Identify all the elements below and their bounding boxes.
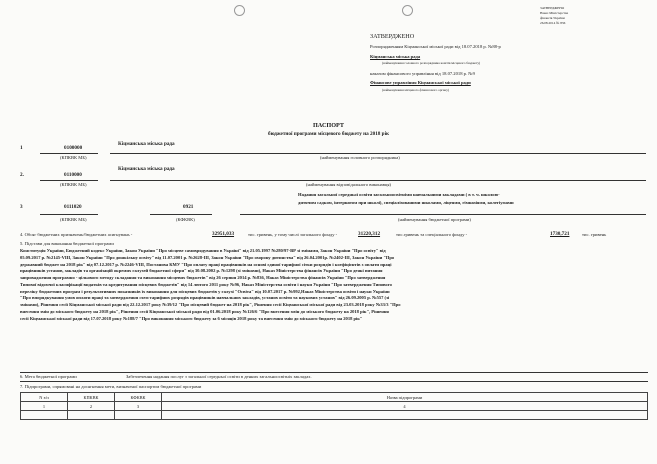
table-row — [21, 411, 648, 420]
row2-code-line — [40, 180, 98, 181]
col-number-2: 2 — [68, 402, 115, 411]
basis-line: 05.09.2017 р. №2145-VIII, Закон України "Про дошкільну освіту" від 11.07.2001 р. №2628-III, Закон України "Про охорону дитинства" від 26.04.2001р. №2402-III, Закон України "Про — [20, 254, 395, 260]
corner-approved: ЗАТВЕРДЖЕНО — [540, 6, 565, 10]
volume-total: 32951,033 — [212, 231, 235, 237]
table-number-row — [21, 402, 648, 411]
row3-name-line1: Надання загальної середньої освіти загальноосвітніми навчальними закладами ( в т. ч. школою- — [298, 192, 500, 197]
row2-number: 2. — [20, 172, 24, 178]
row2-code-caption: (КПКВК МБ) — [60, 182, 87, 187]
volume-text-b: тис. гривень, у тому числі загального фонду - — [248, 232, 338, 237]
punch-hole-right — [402, 5, 413, 16]
basis-line: Типової відомчої класифікації видатків та кредитування місцевих бюджетів" від 14 лютого 2011 року №96, Наказ Міністерства освіти і науки України "Про затвердження Типового — [20, 281, 392, 287]
table-cell — [115, 411, 162, 420]
row1-code: 0100000 — [64, 145, 83, 151]
row3-name-line — [240, 214, 646, 215]
goal-top-line — [20, 372, 648, 373]
row1-number: 1 — [20, 145, 23, 151]
corner-line2: фінансів України — [540, 16, 565, 20]
approval-order1: Розпорядженням Кіцманської міської ради від 18.07.2018 р. №88-р — [370, 44, 501, 49]
goal-text: Забезпечення надання послуг з загальної середньої освіти в денних загальноосвітніх закладах. — [126, 374, 312, 379]
header-kpkvk: КПКВК — [68, 393, 115, 402]
table-cell — [162, 411, 648, 420]
basis-line: змінами), Рішення сесії Кіцманської міської ради від 22.12.2017 року №39/12 "Про місцевий бюджет на 2018 рік", Рішення сесії Кіцманської міської ради від 23.03.2018 року №33/3 "Про — [20, 302, 401, 307]
row2-code: 0110000 — [64, 172, 82, 178]
basis-line: Конституція України, Бюджетний кодекс України, Закон України "Про місцеве самоврядування в Україні" від 21.05.1997 №280/97-ВР зі змінами, Закон України "Про освіту" від — [20, 248, 386, 253]
table-cell — [21, 411, 68, 420]
row1-code-line — [40, 153, 98, 154]
approval-caption2: (найменування місцевого фінансового органу) — [382, 88, 450, 92]
table-header-row — [21, 393, 648, 402]
row1-name: Кіцманська міська рада — [118, 141, 175, 147]
passport-subtitle: бюджетної програми місцевого бюджету на 2018 рік — [267, 131, 390, 137]
header-subprogram-name: Назва підпрограми — [162, 393, 648, 402]
row2-name-line — [110, 180, 646, 181]
row3-number: 3 — [20, 204, 23, 210]
corner-line1: Наказ Міністерства — [540, 11, 569, 15]
row3-func-line — [150, 214, 212, 215]
row1-code-caption: (КПКВК МБ) — [60, 155, 87, 160]
col-number-1: 1 — [21, 402, 68, 411]
approval-org2: Фінансове управління Кіцманської міської ради — [370, 80, 471, 85]
row3-code-line — [40, 214, 98, 215]
basis-line: державний бюджет на 2018 рік" від 07.12.2017 р. №2246-VIII, Постанова КМУ "Про оплату праці працівників на основі єдиної тарифної сітки розрядів і коефіцієнтів з оплати праці — [20, 261, 392, 267]
row2-name: Кіцманська міська рада — [118, 166, 175, 172]
basis-text — [20, 248, 648, 322]
basis-line: внесення змін до міського бюджету на 2018 рік", Рішення сесії Кіцманської міської ради від 01.06.2018 року №126/6 "Про внесення змін до міського бюджету на 2018 рік", Рішення — [20, 308, 389, 314]
volume-text-c: тис.гривень та спеціального фонду - — [396, 232, 468, 237]
col-number-4: 4 — [162, 402, 648, 411]
basis-line: запровадження програмно - цільового методу складання та виконання місцевих бюджетів" від 26 серпня 2014 р. №836, Наказ Міністерства фінансів України "Про затвердження — [20, 275, 386, 280]
table-cell — [68, 411, 115, 420]
row1-name-line — [110, 153, 646, 154]
passport-title: ПАСПОРТ — [312, 122, 345, 129]
volume-general-fund: 31220,312 — [358, 231, 381, 237]
row3-name-caption: (найменування бюджетної програми) — [398, 217, 471, 222]
row1-name-caption: (найменування головного розпорядника) — [320, 155, 400, 160]
volume-special-fund: 1730,721 — [550, 231, 570, 237]
basis-line: працівників установ, закладів та організацій окремих галузей бюджетної сфери" від 30.08.2002 р. №1298 (зі змінами), Наказ Міністерства фінансів України "Про деякі питання — [20, 268, 383, 274]
header-kfkvk: КФКВК — [115, 393, 162, 402]
approval-order2: наказом фінансового управління від 18.07.2018 р. №9 — [370, 71, 475, 76]
row3-code: 0111020 — [64, 204, 82, 210]
row3-func-caption: (КФКВК) — [176, 217, 195, 222]
tasks-table — [20, 392, 648, 420]
header-number: N з/п — [21, 393, 68, 402]
corner-line3: 26.08.2014 № 836 — [540, 21, 566, 25]
volume-text-a: 4. Обсяг бюджетних призначень/бюджетних асигнувань - — [20, 232, 133, 237]
basis-line: переліку бюджетних програм і результативних показників їх виконання для місцевих бюджетів у галузі "Освіта" від 10.07.2017 р. №992,Наказ Міністерства освіти і науки України — [20, 288, 390, 294]
goal-bottom-line — [20, 381, 648, 382]
approval-title: ЗАТВЕРДЖЕНО — [370, 33, 415, 40]
row3-name-line2: дитячим садком, інтернатом при школі), спеціалізованими школами, ліцеями, гімназіями, колегіумами — [298, 200, 514, 205]
basis-line: сесії Кіцманської міської ради від 17.07.2018 року №188/7 "Про виконання міського бюджету за 6 місяців 2018 року та внесення змін до міського бюджету на 2018 рік" — [20, 315, 363, 321]
row2-name-caption: (найменування відповідального виконавця) — [306, 182, 391, 187]
approval-caption1: (найменування головного розпорядника коштів місцевого бюджету) — [382, 61, 481, 65]
col-number-3: 3 — [115, 402, 162, 411]
basis-line: "Про впорядкування умов оплати праці та затвердження схем тарифних розрядів працівників навчальних закладів, установ освіти та наукових установ" від 26.09.2005 р. №557 (зі — [20, 295, 390, 301]
row3-function-code: 0921 — [183, 204, 194, 210]
goal-label: 6. Мета бюджетної програми — [20, 374, 77, 379]
approval-org1: Кіцманська міська рада — [370, 54, 421, 59]
volume-text-d: тис. гривень — [582, 232, 607, 237]
basis-heading: 5. Підстави для виконання бюджетної програми — [20, 241, 114, 246]
tasks-heading: 7. Підпрограми, спрямовані на досягнення мети, визначеної паспортом бюджетної програми — [20, 384, 202, 389]
row3-code-caption: (КПКВК МБ) — [60, 217, 87, 222]
punch-hole-left — [234, 5, 245, 16]
